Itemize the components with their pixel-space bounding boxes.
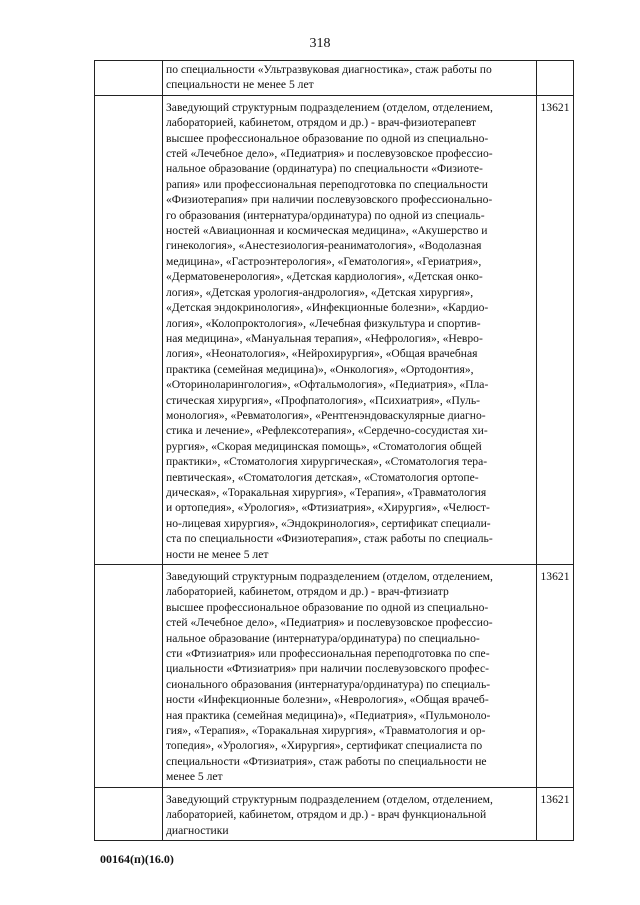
text-line: «Детская эндокринология», «Инфекционные болезни», «Кардио- (166, 301, 489, 315)
document-code: 00164(п)(16.0) (100, 852, 174, 866)
text-line: гия», «Терапия», «Торакальная хирургия», «Травматология и ор- (166, 724, 486, 738)
text-line: стическая хирургия», «Профпатология», «Психиатрия», «Пуль- (166, 393, 481, 407)
text-line: топедия», «Урология», «Хирургия», сертификат специалиста по (166, 739, 483, 753)
text-line: логия», «Детская урология-андрология», «Детская хирургия», (166, 285, 474, 299)
text-line: монология», «Ревматология», «Рентгенэндоваскулярные диагно- (166, 408, 486, 422)
text-line: ностей «Авиационная и космическая медицина», «Акушерство и (166, 224, 488, 238)
text-line: го образования (интернатура/ординатура) по одной из специаль- (166, 208, 485, 222)
text-line: практика (семейная медицина)», «Онкология», «Ортодонтия», (166, 362, 474, 376)
text-line: стей «Лечебное дело», «Педиатрия» и послевузовское профессио- (166, 616, 493, 630)
text-line: практики», «Стоматология хирургическая», «Стоматология тера- (166, 455, 488, 469)
profession-code-cell (537, 61, 574, 96)
text-line: Заведующий структурным подразделением (отделом, отделением, (166, 100, 493, 114)
text-line: специальности «Фтизиатрия», стаж работы по специальности не (166, 754, 487, 768)
table-row (95, 95, 574, 564)
text-line: Заведующий структурным подразделением (отделом, отделением, (166, 570, 493, 583)
text-line: менее 5 лет (166, 770, 223, 784)
text-line: Заведующий структурным подразделением (отделом, отделением, (166, 792, 493, 806)
text-line: рапия» или профессиональная переподготовка по специальности (166, 177, 488, 191)
text-line: лабораторией, кабинетом, отрядом и др.) - врач-физиотерапевт (166, 116, 477, 130)
text-line: «Дерматовенерология», «Детская кардиология», «Детская онко- (166, 270, 483, 284)
profession-code-cell: 13621 (537, 787, 574, 840)
text-line: сти «Фтизиатрия» или профессиональная переподготовка по спе- (166, 647, 490, 661)
profession-code-cell: 13621 (537, 565, 574, 788)
table-row (95, 787, 574, 840)
text-line: высшее профессиональное образование по одной из специально- (166, 131, 489, 145)
text-line: логия», «Неонатология», «Нейрохирургия», «Общая врачебная (166, 347, 478, 361)
text-line: специальности не менее 5 лет (166, 78, 314, 92)
text-line: ная практика (семейная медицина)», «Педиатрия», «Пульмоноло- (166, 708, 491, 722)
table-row (95, 61, 574, 96)
empty-cell (95, 565, 163, 788)
text-line: медицина», «Гастроэнтерология», «Гематология», «Гериатрия», (166, 254, 482, 268)
text-line: стей «Лечебное дело», «Педиатрия» и послевузовское профессио- (166, 147, 493, 161)
text-line: нальное образование (ординатура) по специальности «Физиоте- (166, 162, 483, 176)
text-line: гинекология», «Анестезиология-реаниматология», «Водолазная (166, 239, 482, 253)
position-requirements-cell (163, 565, 537, 788)
text-line: высшее профессиональное образование по одной из специально- (166, 600, 489, 614)
empty-cell (95, 787, 163, 840)
qualification-table (94, 60, 574, 841)
text-line: «Оториноларингология», «Офтальмология», «Педиатрия», «Пла- (166, 378, 489, 392)
text-line: и ортопедия», «Урология», «Фтизиатрия», «Хирургия», «Челюст- (166, 501, 490, 515)
text-line: ная медицина», «Мануальная терапия», «Нефрология», «Невро- (166, 331, 483, 345)
position-requirements-cell (163, 95, 537, 564)
page-number: 318 (309, 36, 331, 51)
text-line: дическая», «Торакальная хирургия», «Терапия», «Травматология (166, 485, 487, 499)
text-line: логия», «Колопроктология», «Лечебная физкультура и спортив- (166, 316, 481, 330)
text-line: стика и лечение», «Рефлексотерапия», «Сердечно-сосудистая хи- (166, 424, 488, 438)
text-line: по специальности «Ультразвуковая диагностика», стаж работы по (166, 63, 492, 76)
text-line: певтическая», «Стоматология детская», «Стоматология ортопе- (166, 470, 479, 484)
position-requirements-cell (163, 787, 537, 840)
position-requirements-cell (163, 61, 537, 96)
empty-cell (95, 95, 163, 564)
text-line: ности не менее 5 лет (166, 547, 269, 561)
text-line: ста по специальности «Физиотерапия», стаж работы по специаль- (166, 532, 493, 546)
text-line: но-лицевая хирургия», «Эндокринология», сертификат специали- (166, 516, 491, 530)
empty-cell (95, 61, 163, 96)
text-line: нальное образование (интернатура/ординатура) по специально- (166, 631, 480, 645)
text-line: лабораторией, кабинетом, отрядом и др.) - врач функциональной (166, 808, 487, 822)
text-line: лабораторией, кабинетом, отрядом и др.) - врач-фтизиатр (166, 585, 449, 599)
text-line: рургия», «Скорая медицинская помощь», «Стоматология общей (166, 439, 482, 453)
text-line: сионального образования (интернатура/ординатура) по специаль- (166, 677, 491, 691)
text-line: «Физиотерапия» при наличии послевузовского профессионально- (166, 193, 493, 207)
text-line: диагностики (166, 823, 229, 837)
table-row (95, 565, 574, 788)
text-line: циальности «Фтизиатрия» при наличии послевузовского профес- (166, 662, 489, 676)
text-line: ности «Инфекционные болезни», «Неврология», «Общая врачеб- (166, 693, 489, 707)
profession-code-cell: 13621 (537, 95, 574, 564)
